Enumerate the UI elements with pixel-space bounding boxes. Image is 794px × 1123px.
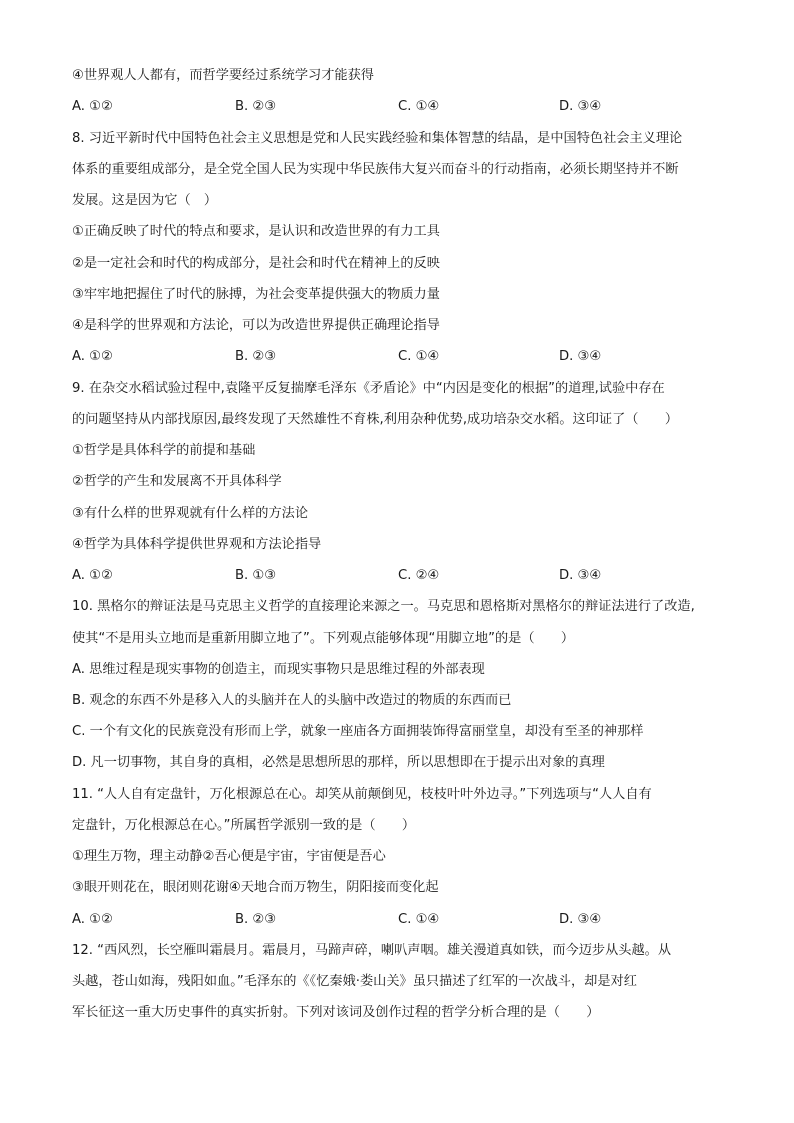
- q9-stem-line-1: 9. 在杂交水稻试验过程中,袁隆平反复揣摩毛泽东《矛盾论》中“内因是变化的根据”的道理,试验中存在: [72, 381, 665, 396]
- option-c: C. ①④: [398, 912, 440, 927]
- q8-stem-line-2: 体系的重要组成部分，是全党全国人民为实现中华民族伟大复兴而奋斗的行动指南，必须长期坚持并不断: [72, 162, 679, 177]
- q11-statements-1-2: ①理生万物，理主动静②吾心便是宇宙，宇宙便是吾心: [72, 849, 386, 864]
- q10-option-c: C. 一个有文化的民族竟没有形而上学，就象一座庙各方面拥装饰得富丽堂皇，却没有至圣的神那样: [72, 724, 644, 739]
- option-d: D. ③④: [559, 568, 602, 583]
- q7-statement-4: ④世界观人人都有，而哲学要经过系统学习才能获得: [72, 68, 374, 83]
- q9-options: [72, 567, 732, 585]
- q10-stem-line-1: 10. 黑格尔的辩证法是马克思主义哲学的直接理论来源之一。马克思和恩格斯对黑格尔的辩证法进行了改造,: [72, 599, 695, 614]
- q10-option-b: B. 观念的东西不外是移入人的头脑并在人的头脑中改造过的物质的东西而已: [72, 693, 512, 708]
- option-b: B. ②③: [235, 349, 277, 364]
- option-c: C. ①④: [398, 349, 440, 364]
- option-c: C. ①④: [398, 99, 440, 114]
- option-b: B. ②③: [235, 912, 277, 927]
- q8-statement-1: ①正确反映了时代的特点和要求，是认识和改造世界的有力工具: [72, 224, 440, 239]
- option-a: A. ①②: [72, 349, 113, 364]
- q11-statements-3-4: ③眼开则花在，眼闭则花谢④天地合而万物生，阴阳接而变化起: [72, 880, 439, 895]
- q8-statement-3: ③牢牢地把握住了时代的脉搏，为社会变革提供强大的物质力量: [72, 287, 440, 302]
- option-a: A. ①②: [72, 99, 113, 114]
- q8-stem-line-1: 8. 习近平新时代中国特色社会主义思想是党和人民实践经验和集体智慧的结晶，是中国特色社会主义理论: [72, 131, 683, 146]
- q8-statement-4: ④是科学的世界观和方法论，可以为改造世界提供正确理论指导: [72, 318, 440, 333]
- q9-statement-1: ①哲学是具体科学的前提和基础: [72, 443, 256, 458]
- q9-stem-line-2: 的问题坚持从内部找原因,最终发现了天然雄性不育株,利用杂种优势,成功培杂交水稻。这印证了（ ）: [72, 412, 679, 427]
- option-d: D. ③④: [559, 99, 602, 114]
- q8-options: [72, 348, 732, 366]
- q7-options: [72, 98, 732, 116]
- q10-option-a: A. 思维过程是现实事物的创造主，而现实事物只是思维过程的外部表现: [72, 662, 485, 677]
- q9-statement-2: ②哲学的产生和发展离不开具体科学: [72, 474, 282, 489]
- option-d: D. ③④: [559, 912, 602, 927]
- q11-stem-line-2: 定盘针，万化根源总在心。”所属哲学派别一致的是（ ）: [72, 818, 416, 833]
- q12-stem-line-1: 12. “西风烈，长空雁叫霜晨月。霜晨月，马蹄声碎，喇叭声咽。雄关漫道真如铁，而今迈步从头越。从: [72, 943, 672, 958]
- option-d: D. ③④: [559, 349, 602, 364]
- q10-option-d: D. 凡一切事物，其自身的真相，必然是思想所思的那样，所以思想即在于提示出对象的真理: [72, 755, 605, 770]
- q9-statement-4: ④哲学为具体科学提供世界观和方法论指导: [72, 537, 322, 552]
- option-a: A. ①②: [72, 912, 113, 927]
- q8-statement-2: ②是一定社会和时代的构成部分，是社会和时代在精神上的反映: [72, 256, 440, 271]
- q10-stem-line-2: 使其“不是用头立地而是重新用脚立地了”。下列观点能够体现“用脚立地”的是（ ）: [72, 631, 575, 646]
- option-b: B. ②③: [235, 99, 277, 114]
- option-c: C. ②④: [398, 568, 440, 583]
- q8-stem-line-3: 发展。这是因为它（ ）: [72, 193, 218, 208]
- option-a: A. ①②: [72, 568, 113, 583]
- option-b: B. ①③: [235, 568, 277, 583]
- q12-stem-line-2: 头越，苍山如海，残阳如血。”毛泽东的《《忆秦娥·娄山关》虽只描述了红军的一次战斗，却是对红: [72, 974, 637, 989]
- q11-stem-line-1: 11. “人人自有定盘针，万化根源总在心。却笑从前颠倒见，枝枝叶叶外边寻。”下列选项与“人人自有: [72, 787, 652, 802]
- q9-statement-3: ③有什么样的世界观就有什么样的方法论: [72, 506, 309, 521]
- q11-options: [72, 911, 732, 929]
- q12-stem-line-3: 军长征这一重大历史事件的真实折射。下列对该词及创作过程的哲学分析合理的是（ ）: [72, 1005, 600, 1020]
